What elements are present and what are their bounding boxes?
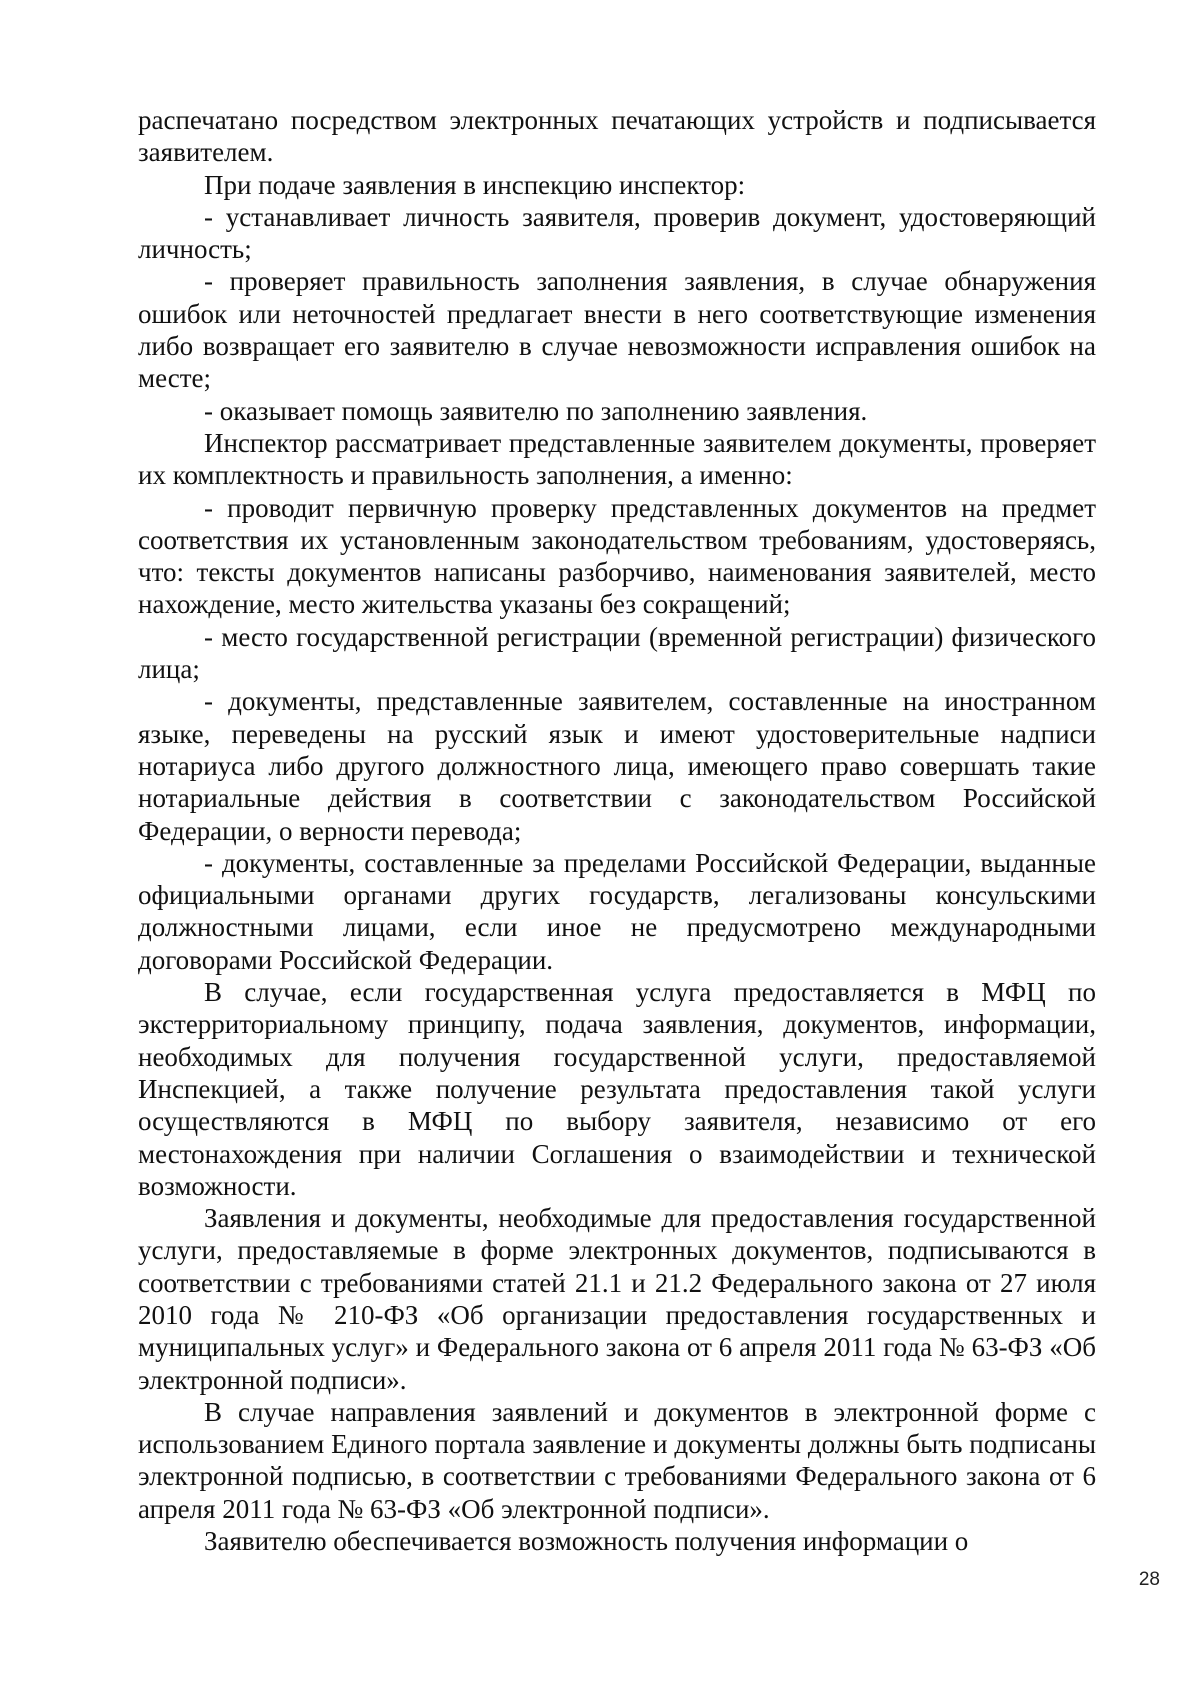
- paragraph: распечатано посредством электронных печатающих устройств и подписывается заявителем.: [138, 105, 1096, 168]
- paragraph: При подаче заявления в инспекцию инспектор:: [204, 169, 746, 200]
- paragraph: В случае направления заявлений и документов в электронной форме с использованием Единого портала заявление и документы должны быть подписаны электронной подписью, в соответствии с требованиями Федерального закона от 6 апреля 2011 года № 63-ФЗ «Об электронной подписи».: [138, 1396, 1096, 1524]
- list-item: - документы, представленные заявителем, составленные на иностранном языке, переведены на русский язык и имеют удостоверительные надписи нотариуса либо другого должностного лица, имеющего право совершать такие нотариальные действия в соответствии с законодательством Российской Федерации, о верности перевода;: [138, 686, 1096, 846]
- page-number: 28: [1138, 1569, 1160, 1590]
- list-item: - проводит первичную проверку представленных документов на предмет соответствия их установленным законодательством требованиям, удостоверяясь, что: тексты документов написаны разборчиво, наименования заявителей, место нахождение, место жительства указаны без сокращений;: [138, 492, 1096, 620]
- paragraph: Инспектор рассматривает представленные заявителем документы, проверяет их комплектность и правильность заполнения, а именно:: [138, 427, 1096, 491]
- paragraph: Заявления и документы, необходимые для предоставления государственной услуги, предоставляемые в форме электронных документов, подписываются в соответствии с требованиями статей 21.1 и 21.2 Федерального закона от 27 июля 2010 года № 210-ФЗ «Об организации предоставления государственных и муниципальных услуг» и Федерального закона от 6 апреля 2011 года № 63-ФЗ «Об электронной подписи».: [138, 1203, 1096, 1395]
- list-item: - оказывает помощь заявителю по заполнению заявления.: [204, 395, 868, 426]
- document-body: [138, 104, 1096, 1557]
- list-item: - устанавливает личность заявителя, проверив документ, удостоверяющий личность;: [138, 201, 1096, 265]
- list-item: - место государственной регистрации (временной регистрации) физического лица;: [138, 621, 1096, 685]
- list-item: - проверяет правильность заполнения заявления, в случае обнаружения ошибок или неточностей предлагает внести в него соответствующие изменения либо возвращает его заявителю в случае невозможности исправления ошибок на месте;: [138, 266, 1096, 394]
- paragraph: В случае, если государственная услуга предоставляется в МФЦ по экстерриториальному принципу, подача заявления, документов, информации, необходимых для получения государственной услуги, предоставляемой Инспекцией, а также получение результата предоставления такой услуги осуществляются в МФЦ по выбору заявителя, независимо от его местонахождения при наличии Соглашения о взаимодействии и технической возможности.: [138, 977, 1096, 1201]
- paragraph: Заявителю обеспечивается возможность получения информации о: [204, 1526, 969, 1557]
- list-item: - документы, составленные за пределами Российской Федерации, выданные официальными органами других государств, легализованы консульскими должностными лицами, если иное не предусмотрено международными договорами Российской Федерации.: [138, 847, 1096, 975]
